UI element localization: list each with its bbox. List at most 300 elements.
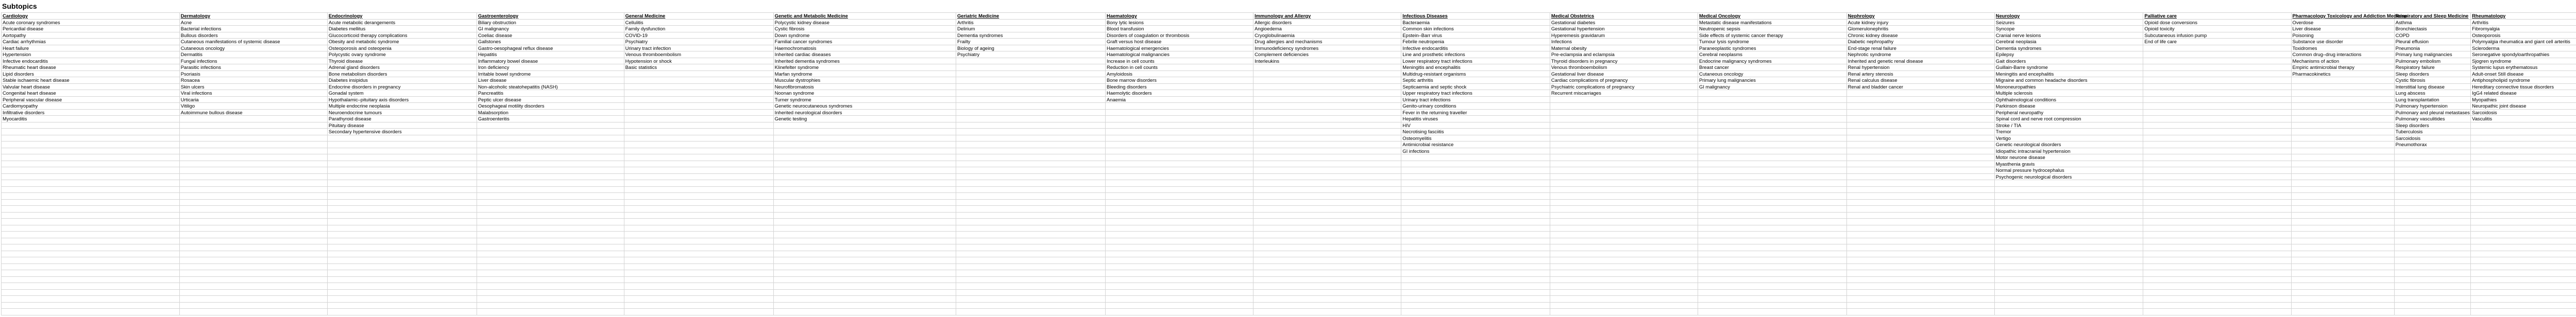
column-header[interactable]: Palliative care [2143, 13, 2291, 20]
empty-cell[interactable] [1698, 263, 1847, 270]
empty-cell[interactable] [1846, 238, 1994, 244]
subtopic-cell[interactable]: Peripheral vascular disease [2, 96, 180, 103]
subtopic-cell[interactable]: Myocarditis [2, 116, 180, 122]
empty-cell[interactable] [1550, 302, 1698, 309]
empty-cell[interactable] [179, 251, 327, 257]
empty-cell[interactable] [624, 263, 773, 270]
empty-cell[interactable] [956, 103, 1105, 110]
empty-cell[interactable] [2394, 302, 2471, 309]
empty-cell[interactable] [1550, 135, 1698, 142]
empty-cell[interactable] [1401, 193, 1550, 200]
empty-cell[interactable] [2143, 173, 2291, 180]
subtopic-cell[interactable]: Blood transfusion [1105, 26, 1253, 32]
empty-cell[interactable] [2143, 161, 2291, 167]
empty-cell[interactable] [956, 167, 1105, 174]
empty-cell[interactable] [179, 116, 327, 122]
empty-cell[interactable] [773, 173, 956, 180]
empty-cell[interactable] [773, 263, 956, 270]
empty-cell[interactable] [1550, 103, 1698, 110]
empty-cell[interactable] [1550, 186, 1698, 193]
empty-cell[interactable] [1994, 238, 2143, 244]
empty-cell[interactable] [1698, 135, 1847, 142]
empty-cell[interactable] [1550, 116, 1698, 122]
empty-cell[interactable] [956, 154, 1105, 161]
empty-cell[interactable] [2471, 167, 2576, 174]
empty-cell[interactable] [1253, 212, 1401, 219]
subtopic-cell[interactable]: Neuropathic joint disease [2471, 103, 2576, 110]
empty-cell[interactable] [1253, 96, 1401, 103]
subtopic-cell[interactable]: Renal and bladder cancer [1846, 83, 1994, 90]
subtopic-cell[interactable]: Graft versus host disease [1105, 39, 1253, 45]
empty-cell[interactable] [956, 142, 1105, 148]
empty-cell[interactable] [956, 212, 1105, 219]
empty-cell[interactable] [1253, 219, 1401, 225]
empty-cell[interactable] [2143, 199, 2291, 206]
empty-cell[interactable] [773, 238, 956, 244]
empty-cell[interactable] [1846, 289, 1994, 296]
empty-cell[interactable] [1846, 244, 1994, 251]
subtopic-cell[interactable]: Venous thromboembolism [624, 51, 773, 58]
empty-cell[interactable] [2394, 199, 2471, 206]
empty-cell[interactable] [2471, 135, 2576, 142]
empty-cell[interactable] [624, 142, 773, 148]
empty-cell[interactable] [1253, 244, 1401, 251]
empty-cell[interactable] [2394, 225, 2471, 232]
subtopic-cell[interactable]: Obesity and metabolic syndrome [327, 39, 477, 45]
subtopic-cell[interactable]: Idiopathic intracranial hypertension [1994, 148, 2143, 154]
empty-cell[interactable] [179, 219, 327, 225]
empty-cell[interactable] [2143, 129, 2291, 135]
empty-cell[interactable] [179, 212, 327, 219]
empty-cell[interactable] [327, 296, 477, 303]
empty-cell[interactable] [2471, 212, 2576, 219]
empty-cell[interactable] [2, 289, 180, 296]
empty-cell[interactable] [1846, 276, 1994, 283]
empty-cell[interactable] [1253, 289, 1401, 296]
empty-cell[interactable] [2291, 289, 2394, 296]
subtopic-cell[interactable]: Parasitic infections [179, 64, 327, 71]
empty-cell[interactable] [1550, 238, 1698, 244]
empty-cell[interactable] [2143, 154, 2291, 161]
empty-cell[interactable] [2471, 180, 2576, 187]
subtopic-cell[interactable]: Acute metabolic derangements [327, 19, 477, 26]
empty-cell[interactable] [956, 244, 1105, 251]
empty-cell[interactable] [773, 251, 956, 257]
empty-cell[interactable] [327, 276, 477, 283]
subtopic-cell[interactable]: Infective endocarditis [1401, 45, 1550, 51]
subtopic-cell[interactable]: Myasthenia gravis [1994, 161, 2143, 167]
empty-cell[interactable] [2143, 232, 2291, 238]
empty-cell[interactable] [1994, 289, 2143, 296]
empty-cell[interactable] [2, 206, 180, 213]
empty-cell[interactable] [179, 148, 327, 154]
empty-cell[interactable] [179, 167, 327, 174]
empty-cell[interactable] [2, 263, 180, 270]
column-header[interactable]: General Medicine [624, 13, 773, 20]
subtopic-cell[interactable]: COVID-19 [624, 32, 773, 39]
subtopic-cell[interactable]: Lung transplantation [2394, 96, 2471, 103]
subtopic-cell[interactable]: Acne [179, 19, 327, 26]
subtopic-cell[interactable]: Viral infections [179, 90, 327, 97]
empty-cell[interactable] [1994, 270, 2143, 277]
subtopic-cell[interactable]: Sleep disorders [2394, 71, 2471, 77]
subtopic-cell[interactable]: Glomerulonephritis [1846, 26, 1994, 32]
empty-cell[interactable] [1105, 232, 1253, 238]
empty-cell[interactable] [773, 276, 956, 283]
column-header[interactable]: Medical Oncology [1698, 13, 1847, 20]
empty-cell[interactable] [1550, 161, 1698, 167]
empty-cell[interactable] [2, 148, 180, 154]
empty-cell[interactable] [956, 71, 1105, 77]
empty-cell[interactable] [1846, 270, 1994, 277]
subtopic-cell[interactable]: Complement deficiencies [1253, 51, 1401, 58]
empty-cell[interactable] [2143, 51, 2291, 58]
empty-cell[interactable] [1105, 148, 1253, 154]
empty-cell[interactable] [956, 173, 1105, 180]
empty-cell[interactable] [179, 206, 327, 213]
subtopic-cell[interactable]: Multiple endocrine neoplasia [327, 103, 477, 110]
empty-cell[interactable] [1105, 289, 1253, 296]
empty-cell[interactable] [1253, 199, 1401, 206]
empty-cell[interactable] [1846, 296, 1994, 303]
empty-cell[interactable] [2143, 296, 2291, 303]
subtopic-cell[interactable]: Anaemia [1105, 96, 1253, 103]
subtopic-cell[interactable]: Pulmonary vasculitides [2394, 116, 2471, 122]
empty-cell[interactable] [2471, 276, 2576, 283]
column-header[interactable]: Rheumatology [2471, 13, 2576, 20]
empty-cell[interactable] [1698, 257, 1847, 264]
empty-cell[interactable] [2291, 238, 2394, 244]
empty-cell[interactable] [2, 238, 180, 244]
empty-cell[interactable] [1401, 219, 1550, 225]
subtopic-cell[interactable]: Interstitial lung disease [2394, 83, 2471, 90]
empty-cell[interactable] [1401, 289, 1550, 296]
subtopic-cell[interactable]: Gallstones [477, 39, 624, 45]
empty-cell[interactable] [1253, 142, 1401, 148]
empty-cell[interactable] [179, 180, 327, 187]
empty-cell[interactable] [1698, 116, 1847, 122]
empty-cell[interactable] [1253, 263, 1401, 270]
empty-cell[interactable] [1698, 283, 1847, 290]
subtopic-cell[interactable]: Mononeuropathies [1994, 83, 2143, 90]
empty-cell[interactable] [956, 135, 1105, 142]
empty-cell[interactable] [773, 186, 956, 193]
empty-cell[interactable] [327, 219, 477, 225]
subtopic-cell[interactable]: Cranial nerve lesions [1994, 32, 2143, 39]
empty-cell[interactable] [773, 142, 956, 148]
empty-cell[interactable] [2471, 283, 2576, 290]
empty-cell[interactable] [1105, 219, 1253, 225]
subtopic-cell[interactable]: Bony lytic lesions [1105, 19, 1253, 26]
empty-cell[interactable] [1401, 251, 1550, 257]
empty-cell[interactable] [179, 289, 327, 296]
empty-cell[interactable] [2291, 122, 2394, 129]
empty-cell[interactable] [773, 148, 956, 154]
empty-cell[interactable] [1253, 302, 1401, 309]
empty-cell[interactable] [477, 129, 624, 135]
empty-cell[interactable] [327, 161, 477, 167]
empty-cell[interactable] [1698, 296, 1847, 303]
empty-cell[interactable] [1401, 276, 1550, 283]
empty-cell[interactable] [327, 283, 477, 290]
subtopic-cell[interactable]: Klinefelter syndrome [773, 64, 956, 71]
empty-cell[interactable] [624, 96, 773, 103]
empty-cell[interactable] [1105, 270, 1253, 277]
empty-cell[interactable] [2394, 180, 2471, 187]
subtopic-cell[interactable]: Bacterial infections [179, 26, 327, 32]
empty-cell[interactable] [1698, 109, 1847, 116]
empty-cell[interactable] [477, 173, 624, 180]
empty-cell[interactable] [2394, 283, 2471, 290]
empty-cell[interactable] [1550, 142, 1698, 148]
empty-cell[interactable] [2291, 96, 2394, 103]
empty-cell[interactable] [477, 225, 624, 232]
empty-cell[interactable] [624, 219, 773, 225]
subtopic-cell[interactable]: Tumour lysis syndrome [1698, 39, 1847, 45]
empty-cell[interactable] [2471, 129, 2576, 135]
empty-cell[interactable] [1698, 122, 1847, 129]
empty-cell[interactable] [1846, 161, 1994, 167]
empty-cell[interactable] [1698, 244, 1847, 251]
empty-cell[interactable] [1698, 161, 1847, 167]
empty-cell[interactable] [1253, 257, 1401, 264]
empty-cell[interactable] [956, 90, 1105, 97]
empty-cell[interactable] [1698, 167, 1847, 174]
empty-cell[interactable] [773, 309, 956, 315]
subtopic-cell[interactable]: Opioid dose conversions [2143, 19, 2291, 26]
subtopic-cell[interactable]: Bone marrow disorders [1105, 77, 1253, 84]
empty-cell[interactable] [1698, 212, 1847, 219]
subtopic-cell[interactable]: Parkinson disease [1994, 103, 2143, 110]
empty-cell[interactable] [2471, 122, 2576, 129]
empty-cell[interactable] [477, 154, 624, 161]
empty-cell[interactable] [1698, 270, 1847, 277]
subtopic-cell[interactable]: Fever in the returning traveller [1401, 109, 1550, 116]
subtopic-cell[interactable]: Pre-eclampsia and eclampsia [1550, 51, 1698, 58]
empty-cell[interactable] [2143, 257, 2291, 264]
empty-cell[interactable] [477, 263, 624, 270]
empty-cell[interactable] [773, 232, 956, 238]
empty-cell[interactable] [956, 193, 1105, 200]
empty-cell[interactable] [2143, 167, 2291, 174]
empty-cell[interactable] [477, 302, 624, 309]
empty-cell[interactable] [956, 283, 1105, 290]
subtopic-cell[interactable]: Hypertension [2, 51, 180, 58]
subtopic-cell[interactable]: Pleural effusion [2394, 39, 2471, 45]
subtopic-cell[interactable]: Pituitary disease [327, 122, 477, 129]
empty-cell[interactable] [1105, 309, 1253, 315]
empty-cell[interactable] [1105, 283, 1253, 290]
subtopic-cell[interactable]: Lung abscess [2394, 90, 2471, 97]
subtopic-cell[interactable]: Inherited and genetic renal disease [1846, 58, 1994, 64]
empty-cell[interactable] [624, 225, 773, 232]
empty-cell[interactable] [1698, 193, 1847, 200]
empty-cell[interactable] [2471, 186, 2576, 193]
empty-cell[interactable] [956, 109, 1105, 116]
subtopic-cell[interactable]: Cutaneous oncology [1698, 71, 1847, 77]
subtopic-cell[interactable]: Septic arthritis [1401, 77, 1550, 84]
subtopic-cell[interactable]: Cutaneous oncology [179, 45, 327, 51]
subtopic-cell[interactable]: Inflammatory bowel disease [477, 58, 624, 64]
empty-cell[interactable] [1698, 289, 1847, 296]
empty-cell[interactable] [1401, 173, 1550, 180]
empty-cell[interactable] [1994, 263, 2143, 270]
empty-cell[interactable] [327, 199, 477, 206]
empty-cell[interactable] [2291, 135, 2394, 142]
empty-cell[interactable] [956, 289, 1105, 296]
empty-cell[interactable] [1105, 193, 1253, 200]
subtopic-cell[interactable]: Bleeding disorders [1105, 83, 1253, 90]
empty-cell[interactable] [2394, 251, 2471, 257]
empty-cell[interactable] [1105, 161, 1253, 167]
empty-cell[interactable] [1401, 212, 1550, 219]
subtopic-cell[interactable]: Drug allergies and mechanisms [1253, 39, 1401, 45]
empty-cell[interactable] [2, 270, 180, 277]
empty-cell[interactable] [2471, 161, 2576, 167]
empty-cell[interactable] [624, 83, 773, 90]
empty-cell[interactable] [2, 129, 180, 135]
empty-cell[interactable] [1698, 186, 1847, 193]
empty-cell[interactable] [179, 232, 327, 238]
empty-cell[interactable] [1698, 225, 1847, 232]
subtopic-cell[interactable]: Meningitis and encephalitis [1401, 64, 1550, 71]
empty-cell[interactable] [1401, 296, 1550, 303]
empty-cell[interactable] [956, 232, 1105, 238]
empty-cell[interactable] [1253, 283, 1401, 290]
empty-cell[interactable] [179, 309, 327, 315]
empty-cell[interactable] [1550, 199, 1698, 206]
empty-cell[interactable] [2143, 142, 2291, 148]
subtopic-cell[interactable]: Pancreatitis [477, 90, 624, 97]
subtopic-cell[interactable]: GI malignancy [1698, 83, 1847, 90]
subtopic-cell[interactable]: Mechanisms of action [2291, 58, 2394, 64]
empty-cell[interactable] [1698, 302, 1847, 309]
subtopic-cell[interactable]: Adrenal gland disorders [327, 64, 477, 71]
empty-cell[interactable] [1105, 276, 1253, 283]
subtopic-cell[interactable]: Cellulitis [624, 19, 773, 26]
subtopic-cell[interactable]: Maternal obesity [1550, 45, 1698, 51]
empty-cell[interactable] [2394, 270, 2471, 277]
empty-cell[interactable] [2394, 161, 2471, 167]
empty-cell[interactable] [2394, 219, 2471, 225]
subtopic-cell[interactable]: Subcutaneous infusion pump [2143, 32, 2291, 39]
subtopic-cell[interactable]: Epstein–Barr virus [1401, 32, 1550, 39]
empty-cell[interactable] [477, 283, 624, 290]
empty-cell[interactable] [2291, 206, 2394, 213]
empty-cell[interactable] [624, 212, 773, 219]
empty-cell[interactable] [1994, 257, 2143, 264]
empty-cell[interactable] [2291, 161, 2394, 167]
subtopic-cell[interactable]: Poisoning [2291, 32, 2394, 39]
subtopic-cell[interactable]: Neutropenic sepsis [1698, 26, 1847, 32]
empty-cell[interactable] [1550, 212, 1698, 219]
empty-cell[interactable] [624, 109, 773, 116]
empty-cell[interactable] [2143, 122, 2291, 129]
subtopic-cell[interactable]: Necrotising fasciitis [1401, 129, 1550, 135]
empty-cell[interactable] [1846, 142, 1994, 148]
subtopic-cell[interactable]: Lipid disorders [2, 71, 180, 77]
empty-cell[interactable] [477, 257, 624, 264]
empty-cell[interactable] [1253, 251, 1401, 257]
empty-cell[interactable] [327, 238, 477, 244]
subtopic-cell[interactable]: Hepatitis viruses [1401, 116, 1550, 122]
empty-cell[interactable] [1698, 142, 1847, 148]
empty-cell[interactable] [179, 244, 327, 251]
empty-cell[interactable] [1846, 116, 1994, 122]
subtopic-cell[interactable]: Opioid toxicity [2143, 26, 2291, 32]
empty-cell[interactable] [1105, 103, 1253, 110]
empty-cell[interactable] [477, 276, 624, 283]
empty-cell[interactable] [1105, 257, 1253, 264]
subtopic-cell[interactable]: Rheumatic heart disease [2, 64, 180, 71]
empty-cell[interactable] [179, 283, 327, 290]
empty-cell[interactable] [1550, 263, 1698, 270]
subtopic-cell[interactable]: Hereditary connective tissue disorders [2471, 83, 2576, 90]
empty-cell[interactable] [624, 129, 773, 135]
empty-cell[interactable] [1253, 238, 1401, 244]
empty-cell[interactable] [2, 232, 180, 238]
empty-cell[interactable] [179, 186, 327, 193]
empty-cell[interactable] [1550, 154, 1698, 161]
empty-cell[interactable] [327, 251, 477, 257]
empty-cell[interactable] [1253, 148, 1401, 154]
empty-cell[interactable] [327, 154, 477, 161]
empty-cell[interactable] [956, 186, 1105, 193]
column-header[interactable]: Nephrology [1846, 13, 1994, 20]
empty-cell[interactable] [1846, 173, 1994, 180]
subtopic-cell[interactable]: Gastro-oesophageal reflux disease [477, 45, 624, 51]
subtopic-cell[interactable]: Multidrug-resistant organisms [1401, 71, 1550, 77]
subtopic-cell[interactable]: Stable ischaemic heart disease [2, 77, 180, 84]
empty-cell[interactable] [1253, 122, 1401, 129]
empty-cell[interactable] [624, 180, 773, 187]
subtopic-cell[interactable]: Renal calculus disease [1846, 77, 1994, 84]
subtopic-cell[interactable]: Acute kidney injury [1846, 19, 1994, 26]
empty-cell[interactable] [1550, 96, 1698, 103]
empty-cell[interactable] [624, 122, 773, 129]
column-header[interactable]: Respiratory and Sleep Medicine [2394, 13, 2471, 20]
column-header[interactable]: Medical Obstetrics [1550, 13, 1698, 20]
empty-cell[interactable] [624, 244, 773, 251]
subtopic-cell[interactable]: Guillain-Barre syndrome [1994, 64, 2143, 71]
empty-cell[interactable] [1401, 186, 1550, 193]
subtopic-cell[interactable]: Common skin infections [1401, 26, 1550, 32]
subtopic-cell[interactable]: Oesophageal motility disorders [477, 103, 624, 110]
empty-cell[interactable] [2291, 77, 2394, 84]
empty-cell[interactable] [1105, 154, 1253, 161]
empty-cell[interactable] [2291, 309, 2394, 315]
empty-cell[interactable] [2291, 167, 2394, 174]
empty-cell[interactable] [1105, 251, 1253, 257]
empty-cell[interactable] [1846, 251, 1994, 257]
empty-cell[interactable] [773, 257, 956, 264]
empty-cell[interactable] [477, 212, 624, 219]
subtopic-cell[interactable]: Pulmonary and pleural metastases [2394, 109, 2471, 116]
subtopic-cell[interactable]: Infiltrative disorders [2, 109, 180, 116]
empty-cell[interactable] [1698, 309, 1847, 315]
subtopic-cell[interactable]: Reduction in cell counts [1105, 64, 1253, 71]
empty-cell[interactable] [624, 232, 773, 238]
subtopic-cell[interactable]: Arthritis [956, 19, 1105, 26]
empty-cell[interactable] [2394, 244, 2471, 251]
empty-cell[interactable] [477, 167, 624, 174]
empty-cell[interactable] [327, 212, 477, 219]
subtopic-cell[interactable]: Sarcoidosis [2394, 135, 2471, 142]
subtopic-cell[interactable]: Antimicrobial resistance [1401, 142, 1550, 148]
subtopic-cell[interactable]: Haematological malignancies [1105, 51, 1253, 58]
empty-cell[interactable] [2143, 238, 2291, 244]
empty-cell[interactable] [2471, 251, 2576, 257]
